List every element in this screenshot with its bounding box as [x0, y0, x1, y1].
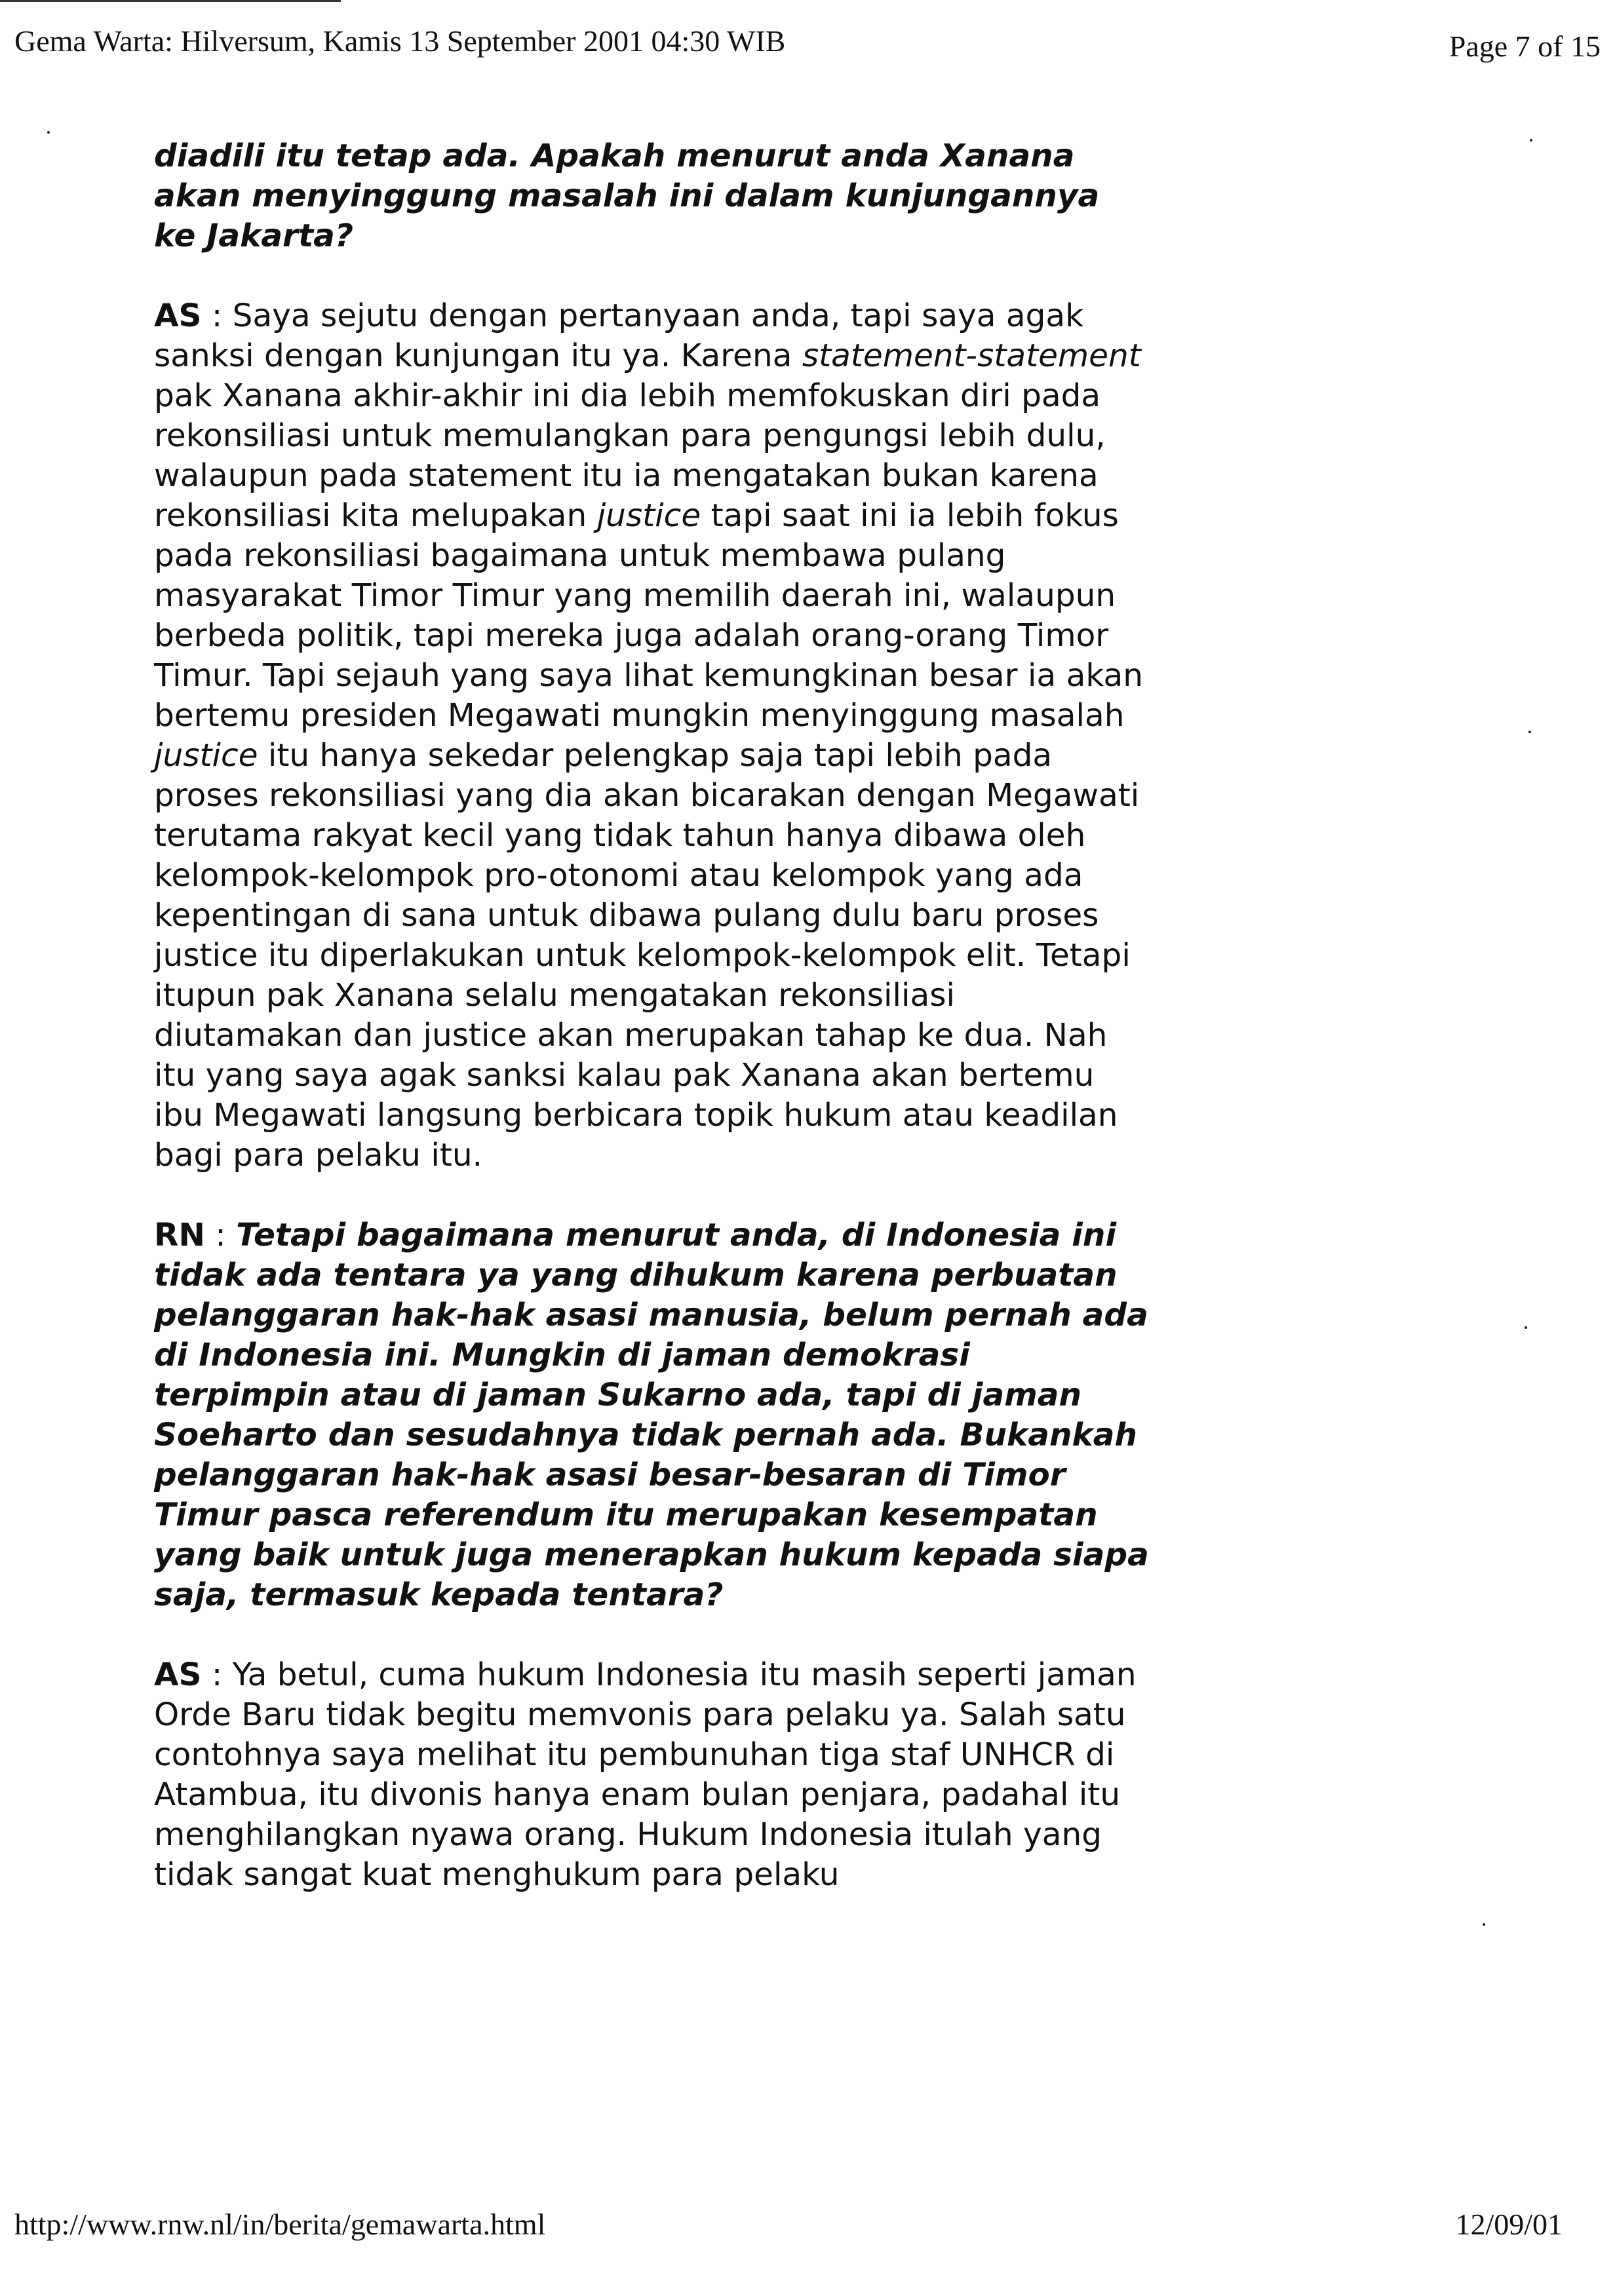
question-paragraph-2	[154, 1215, 1150, 1615]
print-date: 12/09/01	[1455, 2208, 1563, 2241]
answer-text: Ya betul, cuma hukum Indonesia itu masih seperti jaman Orde Baru tidak begitu memvonis para pelaku ya. Salah satu contohnya saya melihat itu pembunuhan tiga staf UNHCR di Atambua, itu divonis hanya enam bulan penjara, padahal itu menghilangkan nyawa orang. Hukum Indonesia itulah yang tidak sangat kuat menghukum para pelaku	[154, 1656, 1137, 1893]
document-title: Gema Warta: Hilversum, Kamis 13 September 2001 04:30 WIB	[14, 24, 786, 58]
header-rule	[0, 0, 341, 2]
question-continuation: diadili itu tetap ada. Apakah menurut anda Xanana akan menyinggung masalah ini dalam kunjungannya ke Jakarta?	[154, 138, 1100, 254]
answer-text: pak Xanana akhir-akhir ini dia lebih memfokuskan diri pada rekonsiliasi untuk memulangkan para pengungsi lebih dulu, walaupun pada statement itu ia mengatakan bukan karena rekonsiliasi kita melupakan	[154, 377, 1106, 534]
question-text: Tetapi bagaimana menurut anda, di Indonesia ini tidak ada tentara ya yang dihukum karena perbuatan pelanggaran hak-hak asasi manusia, belum pernah ada di Indonesia ini. Mungkin di jaman demokrasi terpimpin atau di jaman Sukarno ada, tapi di jaman Soeharto dan sesudahnya tidak pernah ada. Bukankah pelanggaran hak-hak asasi besar-besaran di Timor Timur pasca referendum itu merupakan kesempatan yang baik untuk juga menerapkan hukum kepada siapa saja, termasuk kepada tentara?	[154, 1217, 1149, 1613]
speaker-separator: :	[204, 1217, 237, 1253]
answer-text: tapi saat ini ia lebih fokus pada rekonsiliasi bagaimana untuk membawa pulang masyarakat Timor Timur yang memilih daerah ini, walaupun berbeda politik, tapi mereka juga adalah orang-orang Timor Timur. Tapi sejauh yang saya lihat kemungkinan besar ia akan bertemu presiden Megawati mungkin menyinggung masalah	[154, 497, 1144, 734]
scan-speck	[1483, 1923, 1485, 1926]
answer-paragraph-2	[154, 1655, 1150, 1895]
speaker-separator: :	[201, 297, 233, 334]
answer-text: itu hanya sekedar pelengkap saja tapi lebih pada proses rekonsiliasi yang dia akan bicarakan dengan Megawati terutama rakyat kecil yang tidak tahun hanya dibawa oleh kelompok-kelompok pro-otonomi atau kelompok yang ada kepentingan di sana untuk dibawa pulang dulu baru proses justice itu diperlakukan untuk kelompok-kelompok elit. Tetapi itupun pak Xanana selalu mengatakan rekonsiliasi diutamakan dan justice akan merupakan tahap ke dua. Nah itu yang saya agak sanksi kalau pak Xanana akan bertemu ibu Megawati langsung berbicara topik hukum atau keadilan bagi para pelaku itu.	[154, 737, 1140, 1174]
speaker-separator: :	[201, 1656, 233, 1693]
italic-term: justice	[154, 737, 258, 774]
source-url: http://www.rnw.nl/in/berita/gemawarta.html	[14, 2208, 546, 2241]
article-body	[154, 136, 1150, 1935]
speaker-label: AS	[154, 297, 202, 334]
italic-term: justice	[596, 497, 701, 534]
speaker-label: RN	[154, 1217, 205, 1253]
page-number: Page 7 of 15	[1449, 29, 1601, 63]
scan-speck	[1530, 139, 1532, 142]
answer-paragraph-1	[154, 296, 1150, 1176]
scan-speck	[1528, 731, 1531, 733]
scan-speck	[47, 131, 50, 134]
scan-speck	[1525, 1326, 1527, 1329]
speaker-label: AS	[154, 1656, 202, 1693]
italic-term: statement-statement	[802, 337, 1141, 374]
answer-text: Saya sejutu dengan pertanyaan anda, tapi saya agak sanksi dengan kunjungan itu ya. Karena	[154, 297, 1084, 374]
